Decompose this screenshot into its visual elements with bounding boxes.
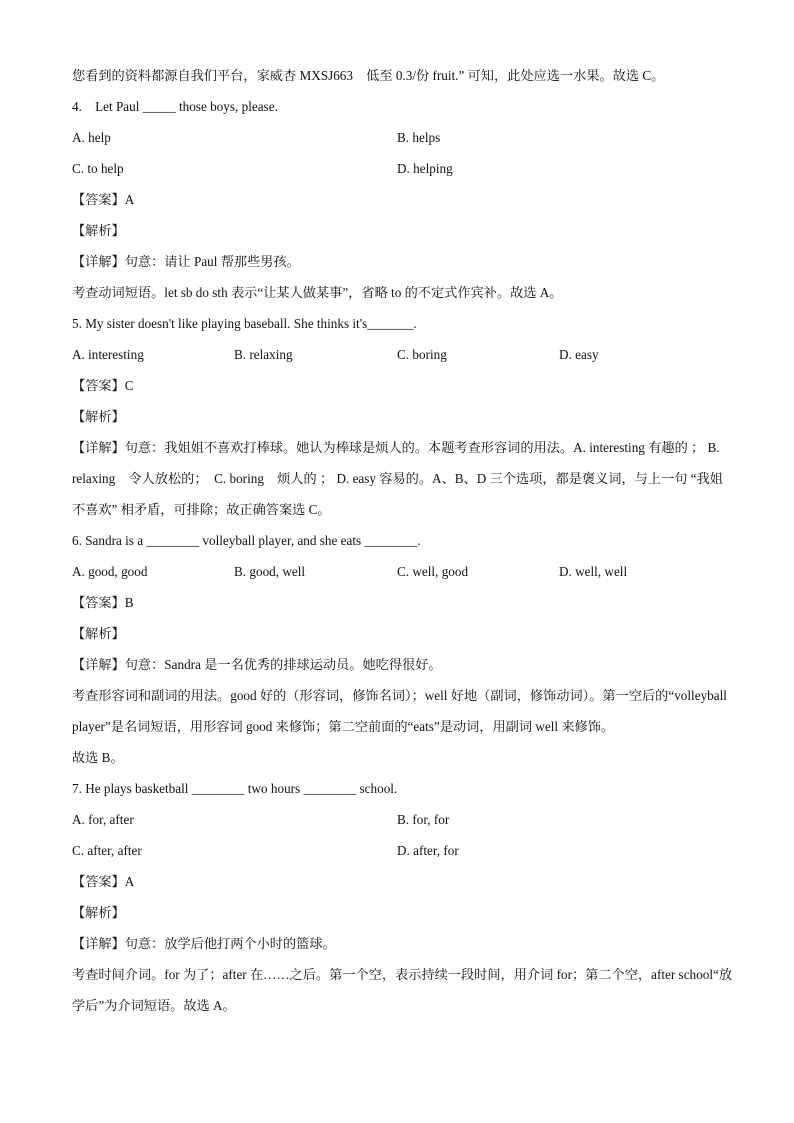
option-a: A. for, after [72,812,134,827]
option-a: A. good, good [72,564,148,579]
detail-line: 故选 B。 [72,750,124,765]
analysis-label: 【解析】 [72,626,125,641]
detail-line: 【详解】句意：放学后他打两个小时的篮球。 [72,936,336,951]
analysis-label: 【解析】 [72,905,125,920]
intro-text: 您看到的资料都源自我们平台，家威杏 MXSJ663 低至 0.3/份 fruit.” 可知，此处应选一水果。故选 C。 [72,68,665,83]
question-6-options [72,560,734,591]
question-6-stem: 6. Sandra is a ________ volleyball player, and she eats ________. [72,533,421,548]
option-d: D. helping [397,161,453,176]
detail-paragraph: 【详解】句意：我姐姐不喜欢打棒球。她认为棒球是烦人的。本题考查形容词的用法。A. interesting 有趣的 ； B. relaxing 令人放松的； C. boring 烦人的 ； D. easy 容易的。A、B、D 三个选项，都是褒义词，与上一句 “我姐不喜欢” 相矛盾，可排除；故正确答案选 C。 [72,440,723,517]
detail-paragraph: 考查形容词和副词的用法。good 好的（形容词，修饰名词）；well 好地（副词，修饰动词）。第一空后的“volleyball player”是名词短语，用形容词 good 来修饰；第二空前面的“eats”是动词，用副词 well 来修饰。 [72,688,727,734]
option-c: C. to help [72,161,124,176]
answer-label: 【答案】A [72,192,135,207]
question-7-options-row-1 [72,808,734,839]
option-d: D. well, well [559,564,628,579]
detail-paragraph: 考查时间介词。for 为了；after 在……之后。第一个空，表示持续一段时间，用介词 for；第二个空，after school“放学后”为介词短语。故选 A。 [72,967,733,1013]
document-page [72,64,734,1021]
question-7-options-row-2 [72,839,734,870]
analysis-label: 【解析】 [72,223,125,238]
question-4-options-row-1 [72,126,734,157]
answer-label: 【答案】C [72,378,134,393]
option-b: B. relaxing [234,347,293,362]
question-7-stem: 7. He plays basketball ________ two hours ________ school. [72,781,398,796]
question-5-options [72,343,734,374]
answer-label: 【答案】B [72,595,134,610]
detail-line: 【详解】句意：Sandra 是一名优秀的排球运动员。她吃得很好。 [72,657,442,672]
option-b: B. helps [397,130,441,145]
analysis-label: 【解析】 [72,409,125,424]
question-4-options-row-2 [72,157,734,188]
question-5-stem: 5. My sister doesn't like playing baseball. She thinks it's_______. [72,316,417,331]
option-c: C. well, good [397,564,469,579]
option-d: D. after, for [397,843,459,858]
option-a: A. interesting [72,347,144,362]
option-b: B. for, for [397,812,450,827]
option-a: A. help [72,130,111,145]
question-4-stem: 4. Let Paul _____ those boys, please. [72,99,278,114]
detail-line: 【详解】句意：请让 Paul 帮那些男孩。 [72,254,300,269]
option-c: C. after, after [72,843,142,858]
option-b: B. good, well [234,564,306,579]
detail-line: 考查动词短语。let sb do sth 表示“让某人做某事”，省略 to 的不定式作宾补。故选 A。 [72,285,563,300]
answer-label: 【答案】A [72,874,135,889]
option-d: D. easy [559,347,599,362]
option-c: C. boring [397,347,447,362]
